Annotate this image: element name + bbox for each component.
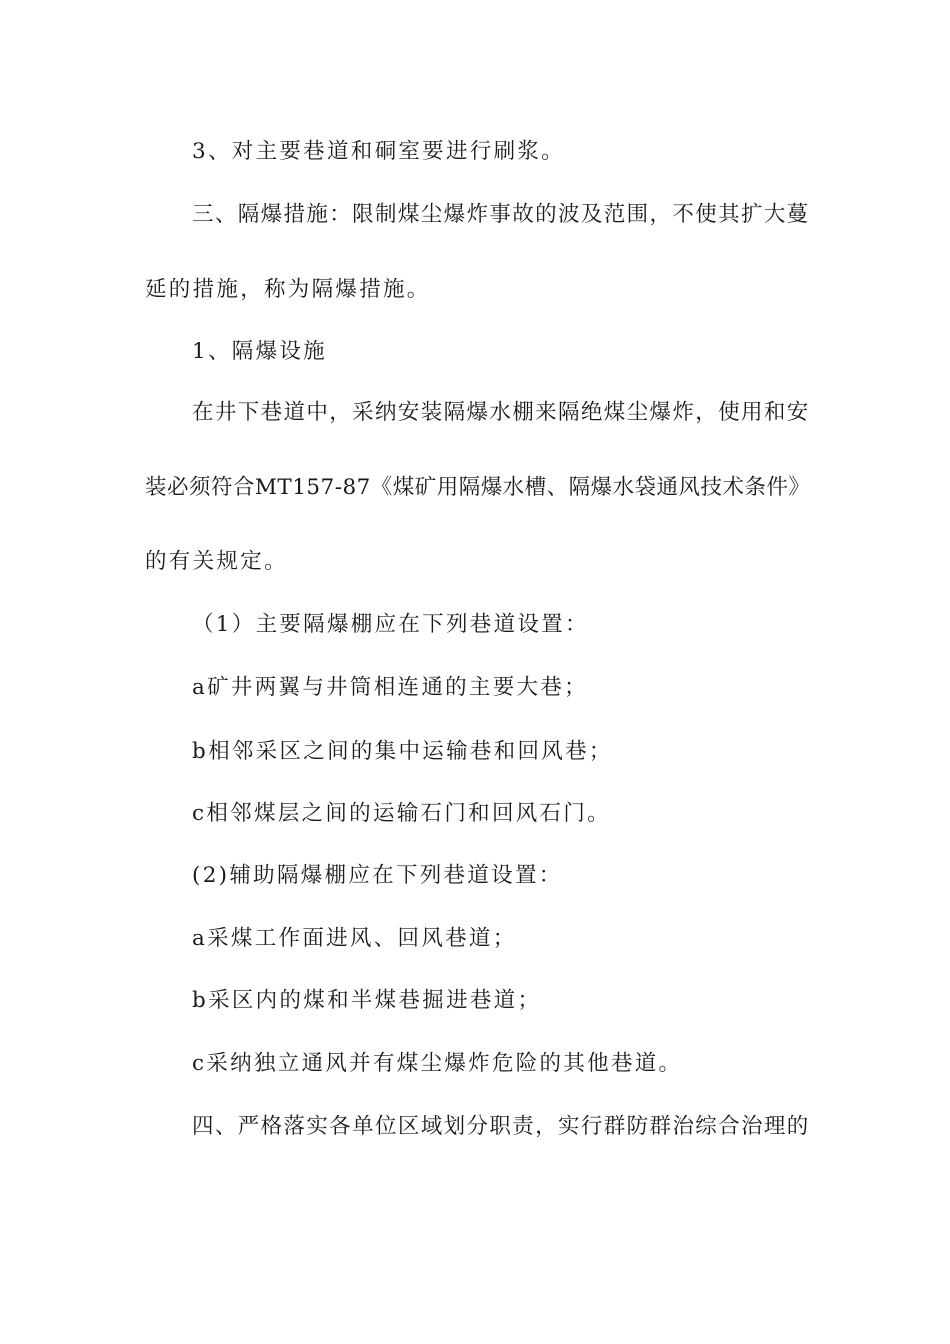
paragraph-line: 延的措施，称为隔爆措施。 xyxy=(145,277,431,302)
list-heading: (2)辅助隔爆棚应在下列巷道设置： xyxy=(192,863,563,888)
section-heading-line: 三、隔爆措施：限制煤尘爆炸事故的波及范围，不使其扩大蔓 xyxy=(192,202,810,227)
paragraph-line: 的有关规定。 xyxy=(145,549,288,574)
paragraph-line: 3、对主要巷道和硐室要进行刷浆。 xyxy=(192,139,565,164)
list-item: a矿井两翼与井筒相连通的主要大巷； xyxy=(192,675,588,700)
list-item: c采纳独立通风并有煤尘爆炸危险的其他巷道。 xyxy=(192,1051,683,1076)
subsection-heading: 1、隔爆设施 xyxy=(192,339,327,364)
paragraph-line: 在井下巷道中，采纳安装隔爆水棚来隔绝煤尘爆炸，使用和安 xyxy=(192,400,810,425)
list-heading: （1）主要隔爆棚应在下列巷道设置： xyxy=(192,612,589,637)
section-heading-line: 四、严格落实各单位区域划分职责，实行群防群治综合治理的 xyxy=(192,1114,810,1139)
list-item: b采区内的煤和半煤巷掘进巷道； xyxy=(192,988,542,1013)
list-item: a采煤工作面进风、回风巷道； xyxy=(192,926,517,951)
list-item: b相邻采区之间的集中运输巷和回风巷； xyxy=(192,739,613,764)
list-item: c相邻煤层之间的运输石门和回风石门。 xyxy=(192,801,611,826)
paragraph-line: 装必须符合MT157-87《煤矿用隔爆水槽、隔爆水袋通风技术条件》 xyxy=(145,475,811,500)
